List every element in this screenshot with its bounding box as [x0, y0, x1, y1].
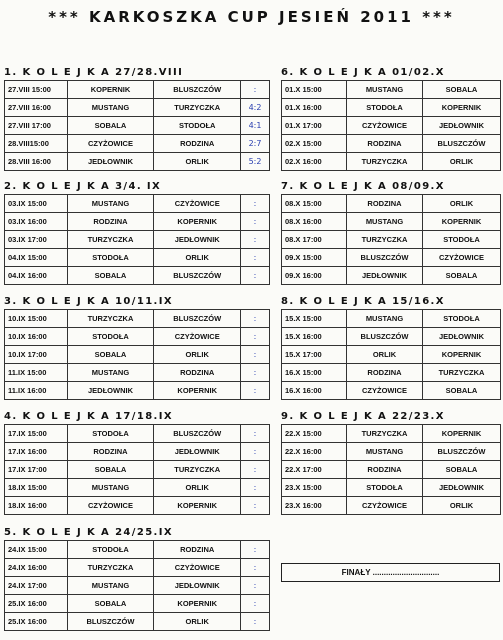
match-away: TURZYCZKA: [154, 461, 241, 479]
fixtures-table: [4, 309, 270, 400]
round-title: 8. K O L E J K A 15/16.X: [281, 296, 445, 307]
match-home: JEDŁOWNIK: [347, 267, 423, 285]
match-away: BLUSZCZÓW: [423, 135, 501, 153]
match-date: 16.X 16:00: [282, 382, 347, 400]
match-away: SOBALA: [423, 461, 501, 479]
table-row: [282, 99, 501, 117]
match-home: JEDŁOWNIK: [67, 382, 154, 400]
match-home: STODOŁA: [67, 541, 154, 559]
match-away: JEDŁOWNIK: [154, 577, 241, 595]
match-away: BLUSZCZÓW: [154, 267, 241, 285]
match-home: TURZYCZKA: [67, 559, 154, 577]
match-home: CZYŻOWICE: [67, 135, 154, 153]
match-away: BLUSZCZÓW: [423, 443, 501, 461]
table-row: [282, 425, 501, 443]
fixtures-table: [281, 194, 501, 285]
match-date: 08.X 17:00: [282, 231, 347, 249]
table-row: [282, 382, 501, 400]
match-home: TURZYCZKA: [67, 231, 154, 249]
table-row: [282, 81, 501, 99]
match-home: RODZINA: [347, 364, 423, 382]
match-date: 25.IX 16:00: [5, 613, 68, 631]
match-home: STODOŁA: [67, 328, 154, 346]
match-date: 09.X 15:00: [282, 249, 347, 267]
match-date: 15.X 15:00: [282, 310, 347, 328]
match-away: ORLIK: [423, 153, 501, 171]
match-date: 25.IX 16:00: [5, 595, 68, 613]
match-away: ORLIK: [423, 195, 501, 213]
match-home: RODZINA: [347, 195, 423, 213]
round-block: [281, 410, 503, 515]
match-away: BLUSZCZÓW: [154, 425, 241, 443]
table-row: [5, 267, 270, 285]
fixtures-table: [4, 424, 270, 515]
match-date: 10.IX 15:00: [5, 310, 68, 328]
table-row: [5, 195, 270, 213]
match-score: :: [241, 559, 270, 577]
match-date: 28.VIII 16:00: [5, 153, 68, 171]
table-row: [282, 310, 501, 328]
match-away: TURZYCZKA: [423, 364, 501, 382]
match-date: 04.IX 15:00: [5, 249, 68, 267]
match-home: CZYŻOWICE: [347, 497, 423, 515]
match-date: 24.IX 17:00: [5, 577, 68, 595]
match-score: :: [241, 613, 270, 631]
table-row: [282, 135, 501, 153]
match-away: KOPERNIK: [423, 346, 501, 364]
table-row: [282, 328, 501, 346]
table-row: [5, 443, 270, 461]
match-date: 28.VIII15:00: [5, 135, 68, 153]
match-score: :: [241, 595, 270, 613]
match-home: BLUSZCZÓW: [347, 249, 423, 267]
match-home: BLUSZCZÓW: [347, 328, 423, 346]
match-away: TURZYCZKA: [154, 99, 241, 117]
table-row: [5, 153, 270, 171]
match-home: MUSTANG: [347, 310, 423, 328]
table-row: [5, 497, 270, 515]
match-home: RODZINA: [67, 213, 154, 231]
table-row: [5, 382, 270, 400]
table-row: [282, 461, 501, 479]
table-row: [5, 425, 270, 443]
table-row: [5, 328, 270, 346]
table-row: [282, 231, 501, 249]
match-score: :: [241, 195, 270, 213]
match-home: RODZINA: [347, 135, 423, 153]
match-away: CZYŻOWICE: [154, 195, 241, 213]
fixtures-table: [281, 424, 501, 515]
match-home: MUSTANG: [347, 213, 423, 231]
match-date: 03.IX 15:00: [5, 195, 68, 213]
match-away: STODOŁA: [154, 117, 241, 135]
match-home: CZYŻOWICE: [67, 497, 154, 515]
match-score: :: [241, 461, 270, 479]
table-row: [282, 443, 501, 461]
page-title: *** KARKOSZKA CUP JESIEŃ 2011 ***: [48, 8, 455, 26]
match-away: JEDŁOWNIK: [423, 328, 501, 346]
match-home: SOBALA: [67, 267, 154, 285]
match-home: STODOŁA: [67, 249, 154, 267]
match-away: KOPERNIK: [154, 213, 241, 231]
match-away: STODOŁA: [423, 231, 501, 249]
round-block: [281, 180, 503, 285]
match-home: ORLIK: [347, 346, 423, 364]
match-home: MUSTANG: [67, 364, 154, 382]
match-score: :: [241, 81, 270, 99]
match-home: SOBALA: [67, 461, 154, 479]
round-block: [4, 295, 257, 400]
match-away: RODZINA: [154, 541, 241, 559]
table-row: [5, 364, 270, 382]
table-row: [5, 135, 270, 153]
round-title: 7. K O L E J K A 08/09.X: [281, 181, 445, 192]
round-block: [4, 410, 257, 515]
match-home: TURZYCZKA: [347, 231, 423, 249]
match-home: MUSTANG: [347, 443, 423, 461]
round-block: [281, 66, 503, 171]
match-score: :: [241, 267, 270, 285]
table-row: [5, 213, 270, 231]
match-home: BLUSZCZÓW: [67, 613, 154, 631]
match-away: SOBALA: [423, 267, 501, 285]
match-home: CZYŻOWICE: [347, 382, 423, 400]
fixtures-table: [281, 80, 501, 171]
table-row: [5, 577, 270, 595]
finals-box: FINAŁY ..............................: [281, 563, 500, 582]
match-away: CZYŻOWICE: [154, 328, 241, 346]
table-row: [5, 310, 270, 328]
round-title: 2. K O L E J K A 3/4. IX: [4, 181, 162, 192]
table-row: [5, 595, 270, 613]
match-away: SOBALA: [423, 81, 501, 99]
match-home: RODZINA: [67, 443, 154, 461]
round-title: 1. K O L E J K A 27/28.VIII: [4, 67, 184, 78]
match-date: 10.IX 17:00: [5, 346, 68, 364]
table-row: [282, 153, 501, 171]
match-away: JEDŁOWNIK: [423, 117, 501, 135]
match-away: KOPERNIK: [423, 213, 501, 231]
match-date: 17.IX 15:00: [5, 425, 68, 443]
table-row: [5, 81, 270, 99]
round-title: 3. K O L E J K A 10/11.IX: [4, 296, 173, 307]
table-row: [5, 479, 270, 497]
match-home: MUSTANG: [347, 81, 423, 99]
match-score: :: [241, 497, 270, 515]
match-date: 08.X 15:00: [282, 195, 347, 213]
match-date: 18.IX 15:00: [5, 479, 68, 497]
match-score: 4:1: [241, 117, 270, 135]
match-home: STODOŁA: [347, 479, 423, 497]
round-block: [4, 180, 257, 285]
match-home: TURZYCZKA: [67, 310, 154, 328]
match-date: 22.X 15:00: [282, 425, 347, 443]
round-title: 5. K O L E J K A 24/25.IX: [4, 527, 173, 538]
table-row: [5, 99, 270, 117]
match-date: 17.IX 17:00: [5, 461, 68, 479]
match-away: JEDŁOWNIK: [154, 443, 241, 461]
match-away: KOPERNIK: [423, 99, 501, 117]
match-date: 23.X 16:00: [282, 497, 347, 515]
match-score: :: [241, 328, 270, 346]
match-date: 15.X 16:00: [282, 328, 347, 346]
match-date: 22.X 17:00: [282, 461, 347, 479]
match-away: ORLIK: [154, 249, 241, 267]
table-row: [282, 213, 501, 231]
round-title: 4. K O L E J K A 17/18.IX: [4, 411, 173, 422]
match-score: 2:7: [241, 135, 270, 153]
match-away: RODZINA: [154, 364, 241, 382]
round-block: [4, 526, 257, 631]
match-away: KOPERNIK: [154, 382, 241, 400]
match-home: KOPERNIK: [67, 81, 154, 99]
match-score: :: [241, 213, 270, 231]
round-block: [281, 295, 503, 400]
match-home: JEDŁOWNIK: [67, 153, 154, 171]
match-away: RODZINA: [154, 135, 241, 153]
match-date: 08.X 16:00: [282, 213, 347, 231]
match-home: TURZYCZKA: [347, 425, 423, 443]
match-date: 11.IX 16:00: [5, 382, 68, 400]
match-away: KOPERNIK: [154, 497, 241, 515]
match-date: 24.IX 16:00: [5, 559, 68, 577]
match-away: SOBALA: [423, 382, 501, 400]
match-away: BLUSZCZÓW: [154, 310, 241, 328]
match-home: MUSTANG: [67, 577, 154, 595]
match-date: 01.X 17:00: [282, 117, 347, 135]
match-date: 02.X 15:00: [282, 135, 347, 153]
match-score: :: [241, 425, 270, 443]
match-home: TURZYCZKA: [347, 153, 423, 171]
match-date: 23.X 15:00: [282, 479, 347, 497]
table-row: [5, 461, 270, 479]
match-date: 27.VIII 15:00: [5, 81, 68, 99]
match-date: 01.X 15:00: [282, 81, 347, 99]
match-date: 17.IX 16:00: [5, 443, 68, 461]
match-away: BLUSZCZÓW: [154, 81, 241, 99]
table-row: [282, 249, 501, 267]
table-row: [5, 559, 270, 577]
match-date: 03.IX 16:00: [5, 213, 68, 231]
table-row: [5, 541, 270, 559]
fixtures-table: [4, 80, 270, 171]
match-date: 27.VIII 17:00: [5, 117, 68, 135]
round-block: [4, 66, 262, 171]
table-row: [282, 346, 501, 364]
match-away: ORLIK: [154, 613, 241, 631]
match-away: JEDŁOWNIK: [154, 231, 241, 249]
match-score: :: [241, 443, 270, 461]
match-date: 15.X 17:00: [282, 346, 347, 364]
match-away: ORLIK: [154, 153, 241, 171]
match-score: :: [241, 310, 270, 328]
match-away: CZYŻOWICE: [423, 249, 501, 267]
match-date: 27.VIII 16:00: [5, 99, 68, 117]
match-away: KOPERNIK: [423, 425, 501, 443]
match-date: 09.X 16:00: [282, 267, 347, 285]
round-title: 6. K O L E J K A 01/02.X: [281, 67, 445, 78]
match-home: STODOŁA: [347, 99, 423, 117]
match-away: JEDŁOWNIK: [423, 479, 501, 497]
match-date: 18.IX 16:00: [5, 497, 68, 515]
match-date: 03.IX 17:00: [5, 231, 68, 249]
match-away: ORLIK: [154, 346, 241, 364]
match-away: ORLIK: [154, 479, 241, 497]
table-row: [282, 117, 501, 135]
match-date: 16.X 15:00: [282, 364, 347, 382]
match-score: :: [241, 346, 270, 364]
table-row: [5, 613, 270, 631]
match-away: STODOŁA: [423, 310, 501, 328]
table-row: [5, 249, 270, 267]
round-title: 9. K O L E J K A 22/23.X: [281, 411, 445, 422]
match-score: 4:2: [241, 99, 270, 117]
fixtures-table: [4, 194, 270, 285]
table-row: [282, 497, 501, 515]
match-date: 11.IX 15:00: [5, 364, 68, 382]
match-home: RODZINA: [347, 461, 423, 479]
match-score: :: [241, 231, 270, 249]
match-home: SOBALA: [67, 595, 154, 613]
match-score: :: [241, 249, 270, 267]
match-away: ORLIK: [423, 497, 501, 515]
table-row: [282, 479, 501, 497]
match-home: STODOŁA: [67, 425, 154, 443]
match-score: :: [241, 577, 270, 595]
match-score: :: [241, 382, 270, 400]
match-score: :: [241, 479, 270, 497]
match-date: 24.IX 15:00: [5, 541, 68, 559]
table-row: [5, 346, 270, 364]
match-home: CZYŻOWICE: [347, 117, 423, 135]
match-date: 02.X 16:00: [282, 153, 347, 171]
table-row: [282, 364, 501, 382]
match-score: 5:2: [241, 153, 270, 171]
fixtures-table: [4, 540, 270, 631]
table-row: [5, 231, 270, 249]
table-row: [5, 117, 270, 135]
match-date: 22.X 16:00: [282, 443, 347, 461]
match-home: MUSTANG: [67, 195, 154, 213]
match-home: SOBALA: [67, 117, 154, 135]
match-home: MUSTANG: [67, 99, 154, 117]
match-score: :: [241, 364, 270, 382]
fixtures-table: [281, 309, 501, 400]
match-date: 04.IX 16:00: [5, 267, 68, 285]
match-away: CZYŻOWICE: [154, 559, 241, 577]
match-home: MUSTANG: [67, 479, 154, 497]
match-date: 10.IX 16:00: [5, 328, 68, 346]
table-row: [282, 195, 501, 213]
match-away: KOPERNIK: [154, 595, 241, 613]
match-home: SOBALA: [67, 346, 154, 364]
match-score: :: [241, 541, 270, 559]
table-row: [282, 267, 501, 285]
match-date: 01.X 16:00: [282, 99, 347, 117]
